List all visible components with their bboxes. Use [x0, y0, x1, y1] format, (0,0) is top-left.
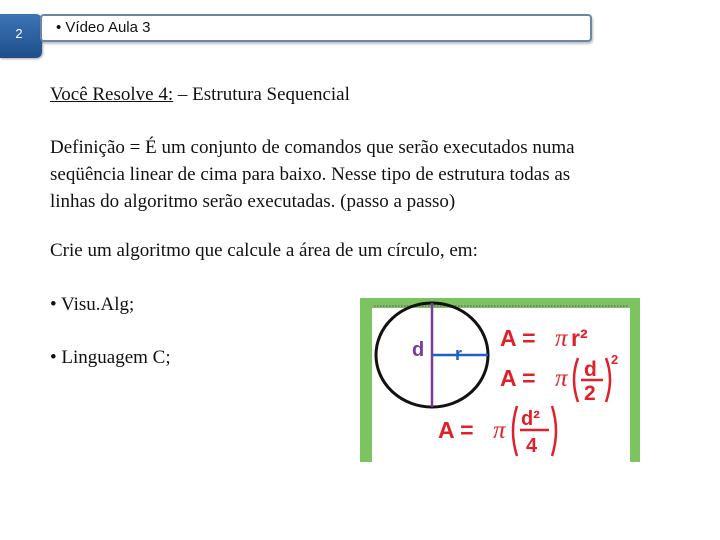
formula-graphic — [360, 298, 640, 462]
formula-3-right-paren — [552, 406, 556, 456]
formula-3-numerator: d² — [521, 408, 540, 430]
bullet-linguagem-c: • Linguagem C; — [50, 347, 171, 368]
formula-2-left-paren — [574, 358, 578, 402]
formula-1-rhs: r² — [571, 325, 588, 351]
definition-paragraph — [50, 134, 690, 215]
diameter-label: d — [412, 339, 425, 361]
formula-3-left-paren — [513, 406, 517, 456]
definition-line-3: linhas do algoritmo serão executadas. (passo a passo) — [50, 191, 456, 212]
title-underlined: Você Resolve 4: — [50, 84, 174, 105]
slide-number: 2 — [15, 26, 23, 41]
formula-2-numerator: d — [584, 358, 597, 381]
formula-2-lhs: A = — [500, 365, 536, 391]
formula-3-denominator: 4 — [526, 435, 538, 457]
formula-3-pi: π — [493, 417, 506, 444]
title-rest: – Estrutura Sequencial — [173, 84, 350, 105]
formula-1-pi: π — [555, 325, 568, 352]
formula-2-right-paren — [606, 358, 610, 402]
definition-line-1: Definição = É um conjunto de comandos que serão executados numa — [50, 137, 575, 158]
formula-1-lhs: A = — [500, 325, 536, 351]
header-text: • Vídeo Aula 3 — [56, 19, 151, 36]
definition-line-2: seqüência linear de cima para baixo. Nesse tipo de estrutura todas as — [50, 164, 571, 185]
exercise-prompt: Crie um algoritmo que calcule a área de um círculo, em: — [50, 240, 478, 261]
slide-title — [50, 84, 350, 106]
header-box — [40, 14, 592, 42]
radius-label: r — [455, 344, 463, 364]
formula-2-exponent: 2 — [611, 352, 619, 367]
bullet-visualg: • Visu.Alg; — [50, 294, 135, 315]
circle-area-figure — [360, 298, 640, 462]
formula-2-denominator: 2 — [584, 382, 596, 405]
formula-3-lhs: A = — [438, 417, 474, 443]
formula-2-pi: π — [555, 365, 568, 392]
